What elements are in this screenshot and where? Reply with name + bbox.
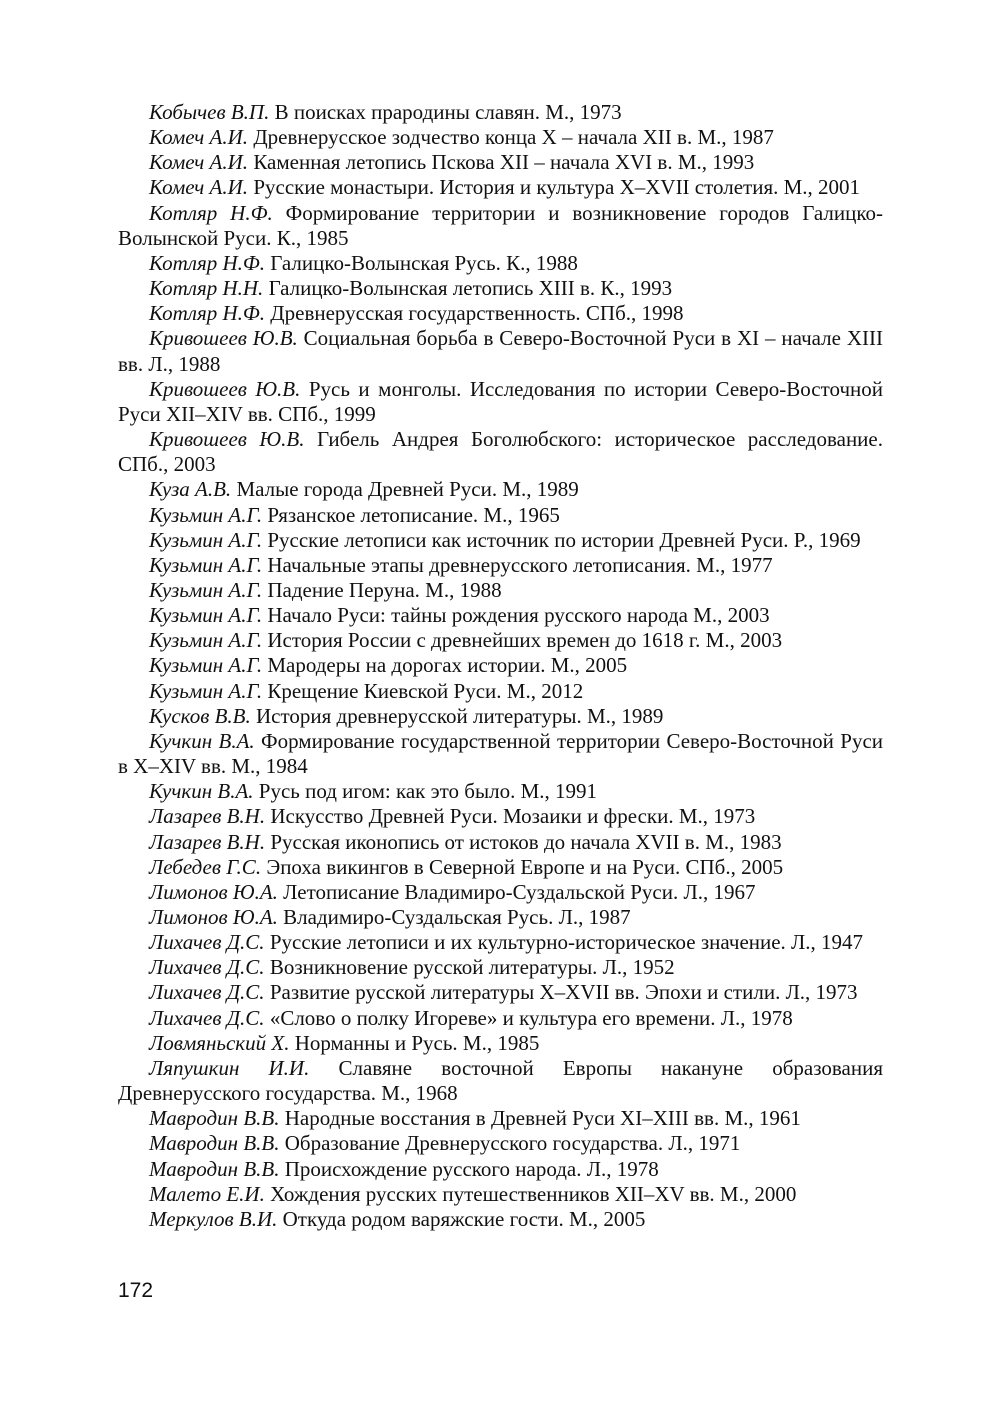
bibliography-entry — [118, 905, 883, 930]
entry-text: Владимиро-Суздальская Русь. Л., 1987 — [277, 905, 631, 929]
bibliography-entry — [118, 830, 883, 855]
entry-text: Рязанское летописание. М., 1965 — [262, 502, 560, 527]
entry-author: Кривошеев Ю.В. — [149, 427, 305, 452]
entry-author: Кузьмин А.Г. — [149, 628, 263, 653]
entry-text: Формирование территории и возникновение городов Галицко-Волынской Руси. К., 1985 — [118, 200, 883, 250]
entry-text: «Слово о полку Игореве» и культура его времени. Л., 1978 — [264, 1005, 793, 1030]
entry-author: Кривошеев Ю.В. — [149, 376, 301, 401]
entry-text: Начало Руси: тайны рождения русского народа М., 2003 — [262, 603, 770, 628]
entry-text: Норманны и Русь. М., 1985 — [289, 1030, 540, 1055]
entry-author: Меркулов В.И. — [149, 1206, 278, 1231]
entry-author: Мавродин В.В. — [149, 1156, 280, 1181]
entry-author: Кузьмин А.Г. — [149, 603, 263, 628]
entry-text: Русские монастыри. История и культура X–XVII столетия. М., 2001 — [248, 175, 861, 200]
entry-text: Каменная летопись Пскова XII – начала XVI в. М., 1993 — [248, 150, 755, 175]
entry-text: Мародеры на дорогах истории. М., 2005 — [262, 653, 628, 678]
bibliography-list — [118, 100, 883, 1232]
bibliography-entry — [118, 301, 883, 326]
entry-text: Хождения русских путешественников XII–XV вв. М., 2000 — [264, 1181, 797, 1206]
entry-text: Галицко-Волынская летопись XIII в. К., 1993 — [263, 276, 673, 301]
entry-author: Котляр Н.Н. — [149, 276, 264, 301]
entry-author: Лихачев Д.С. — [149, 930, 265, 955]
bibliography-entry — [118, 930, 883, 955]
bibliography-entry — [118, 1182, 883, 1207]
entry-text: История России с древнейших времен до 1618 г. М., 2003 — [262, 628, 783, 653]
entry-author: Котляр Н.Ф. — [149, 250, 266, 275]
entry-author: Мавродин В.В. — [149, 1106, 280, 1131]
entry-text: Древнерусское зодчество конца X – начала XII в. М., 1987 — [248, 125, 774, 150]
entry-author: Кучкин В.А. — [149, 728, 255, 753]
bibliography-entry — [118, 251, 883, 276]
entry-text: Откуда родом варяжские гости. М., 2005 — [277, 1206, 646, 1231]
entry-text: Русские летописи и их культурно-историческое значение. Л., 1947 — [264, 930, 864, 955]
entry-text: Развитие русской литературы X–XVII вв. Эпохи и стили. Л., 1973 — [264, 980, 858, 1005]
entry-text: Русь под игом: как это было. М., 1991 — [253, 779, 597, 804]
bibliography-entry — [118, 603, 883, 628]
entry-text: Малые города Древней Руси. М., 1989 — [231, 477, 579, 502]
entry-text: Крещение Киевской Руси. М., 2012 — [262, 678, 584, 703]
entry-author: Кусков В.В. — [149, 703, 251, 728]
bibliography-entry — [118, 980, 883, 1005]
bibliography-entry — [118, 1006, 883, 1031]
entry-text: Древнерусская государственность. СПб., 1998 — [265, 301, 684, 326]
entry-author: Куза А.В. — [149, 477, 232, 502]
entry-author: Котляр Н.Ф. — [149, 200, 273, 225]
entry-author: Кузьмин А.Г. — [149, 678, 263, 703]
entry-author: Комеч А.И. — [149, 125, 249, 150]
entry-text: Начальные этапы древнерусского летописания. М., 1977 — [262, 552, 773, 577]
bibliography-entry — [118, 427, 883, 477]
bibliography-entry — [118, 704, 883, 729]
bibliography-entry — [118, 477, 883, 502]
bibliography-entry — [118, 528, 883, 553]
bibliography-entry — [118, 955, 883, 980]
entry-author: Мавродин В.В. — [149, 1131, 280, 1156]
entry-author: Кучкин В.А. — [149, 779, 254, 804]
entry-author: Кривошеев Ю.В. — [149, 326, 298, 351]
entry-text: Галицко-Волынская Русь. К., 1988 — [265, 250, 578, 275]
bibliography-entry — [118, 100, 883, 125]
entry-author: Котляр Н.Ф. — [149, 301, 266, 326]
bibliography-entry — [118, 125, 883, 150]
entry-author: Кузьмин А.Г. — [149, 653, 263, 678]
entry-author: Лебедев Г.С. — [149, 854, 262, 879]
entry-author: Кузьмин А.Г. — [149, 552, 263, 577]
bibliography-entry — [118, 276, 883, 301]
bibliography-entry — [118, 1157, 883, 1182]
entry-text: Русская иконопись от истоков до начала XVII в. М., 1983 — [265, 829, 782, 854]
entry-author: Кузьмин А.Г. — [149, 502, 263, 527]
bibliography-entry — [118, 779, 883, 804]
bibliography-entry — [118, 804, 883, 829]
entry-author: Лимонов Ю.А. — [149, 879, 278, 904]
bibliography-entry — [118, 578, 883, 603]
entry-author: Лихачев Д.С. — [149, 1005, 265, 1030]
entry-text: Эпоха викингов в Северной Европе и на Руси. СПб., 2005 — [261, 854, 784, 879]
entry-text: Формирование государственной территории Северо-Восточной Руси в X–XIV вв. М., 1984 — [118, 728, 884, 779]
entry-author: Кузьмин А.Г. — [149, 577, 263, 602]
bibliography-entry — [118, 175, 883, 200]
bibliography-page — [118, 100, 883, 1232]
bibliography-entry — [118, 880, 883, 905]
entry-author: Ляпушкин И.И. — [149, 1055, 310, 1080]
entry-author: Комеч А.И. — [149, 175, 249, 200]
entry-text: Летописание Владимиро-Суздальской Руси. Л., 1967 — [277, 879, 756, 904]
entry-text: Русские летописи как источник по истории Древней Руси. Р., 1969 — [262, 527, 861, 552]
bibliography-entry — [118, 628, 883, 653]
entry-text: Славяне восточной Европы накануне образования Древнерусского государства. М., 1968 — [118, 1055, 883, 1106]
bibliography-entry — [118, 503, 883, 528]
entry-author: Лимонов Ю.А. — [149, 905, 278, 929]
bibliography-entry — [118, 1056, 883, 1106]
entry-author: Ловмяньский Х. — [149, 1030, 290, 1055]
entry-author: Кобычев В.П. — [149, 100, 270, 124]
entry-author: Комеч А.И. — [149, 150, 249, 175]
entry-text: Происхождение русского народа. Л., 1978 — [279, 1156, 659, 1181]
entry-text: Гибель Андрея Боголюбского: историческое расследование. СПб., 2003 — [118, 427, 883, 477]
bibliography-entry — [118, 326, 883, 376]
page-number: 172 — [118, 1279, 154, 1302]
bibliography-entry — [118, 679, 883, 704]
entry-author: Малето Е.И. — [149, 1181, 265, 1206]
bibliography-entry — [118, 1031, 883, 1056]
bibliography-entry — [118, 1106, 883, 1131]
bibliography-entry — [118, 855, 883, 880]
entry-text: Народные восстания в Древней Руси XI–XIII вв. М., 1961 — [279, 1106, 801, 1131]
entry-text: Искусство Древней Руси. Мозаики и фрески. М., 1973 — [265, 804, 756, 829]
bibliography-entry — [118, 653, 883, 678]
entry-text: Падение Перуна. М., 1988 — [262, 577, 502, 602]
bibliography-entry — [118, 377, 883, 427]
entry-text: Образование Древнерусского государства. Л., 1971 — [279, 1131, 741, 1156]
bibliography-entry — [118, 1131, 883, 1156]
bibliography-entry — [118, 553, 883, 578]
bibliography-entry — [118, 150, 883, 175]
entry-author: Лихачев Д.С. — [149, 955, 265, 980]
bibliography-entry — [118, 1207, 883, 1232]
entry-author: Лихачев Д.С. — [149, 980, 265, 1005]
bibliography-entry — [118, 201, 883, 251]
entry-text: История древнерусской литературы. М., 1989 — [250, 703, 664, 728]
bibliography-entry — [118, 729, 883, 779]
entry-text: Русь и монголы. Исследования по истории Северо-Восточной Руси XII–XIV вв. СПб., 1999 — [118, 376, 883, 426]
entry-text: В поисках прародины славян. М., 1973 — [269, 100, 622, 124]
entry-text: Социальная борьба в Северо-Восточной Руси в XI – начале XIII вв. Л., 1988 — [118, 326, 883, 376]
entry-text: Возникновение русской литературы. Л., 1952 — [264, 955, 675, 980]
entry-author: Лазарев В.Н. — [149, 829, 266, 854]
entry-author: Кузьмин А.Г. — [149, 527, 263, 552]
entry-author: Лазарев В.Н. — [149, 804, 266, 829]
